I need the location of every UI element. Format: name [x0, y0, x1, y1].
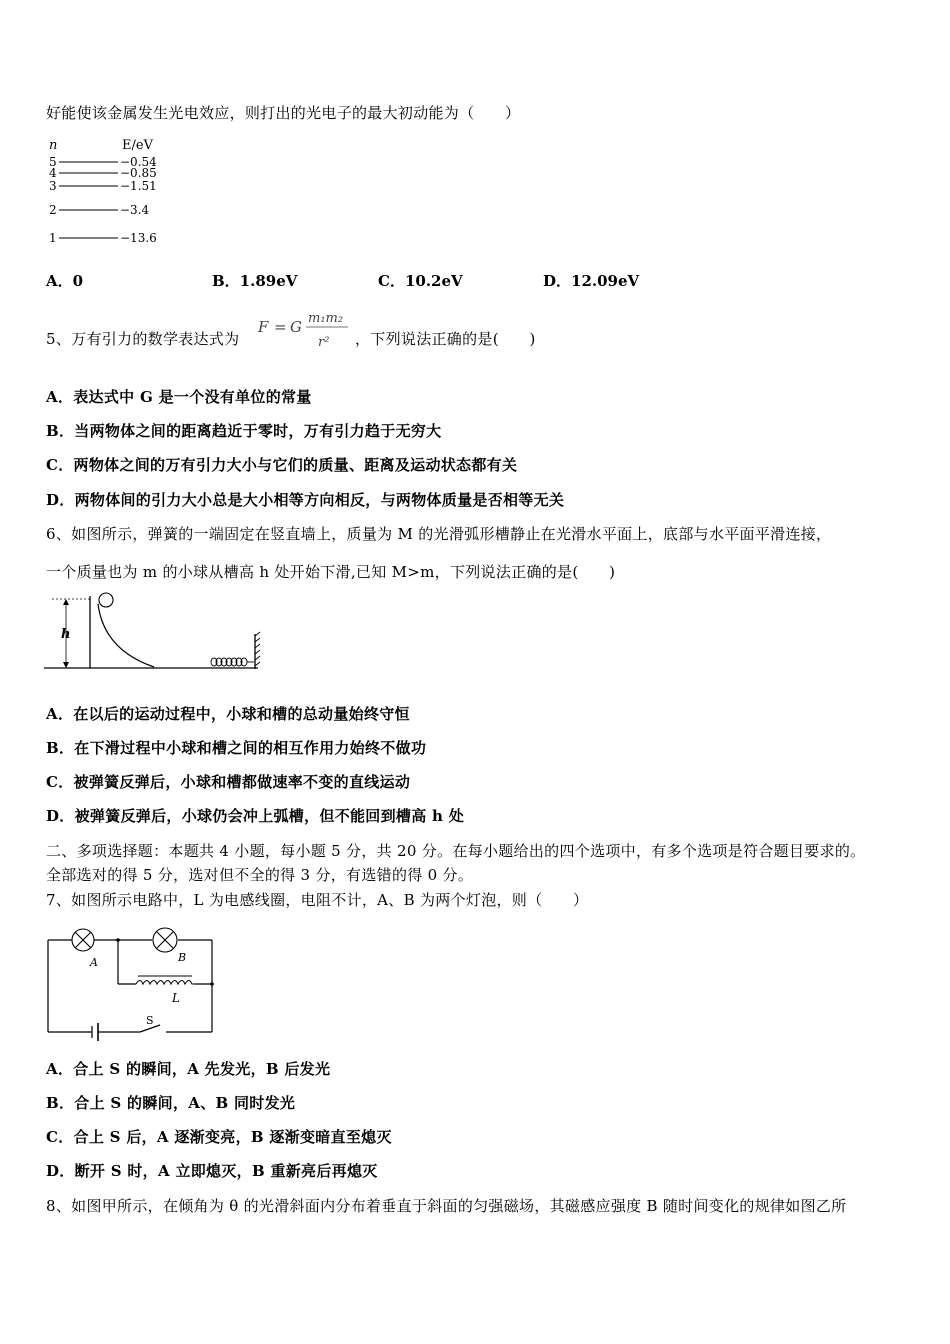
- label-l: L: [172, 991, 180, 1005]
- q7-option-a[interactable]: A．合上 S 的瞬间，A 先发光，B 后发光: [46, 1060, 331, 1078]
- svg-text:−0.85: −0.85: [120, 166, 157, 180]
- svg-text:r²: r²: [318, 335, 330, 350]
- height-label: h: [61, 627, 71, 642]
- q7-option-c[interactable]: C．合上 S 后，A 逐渐变亮，B 逐渐变暗直至熄灭: [46, 1128, 392, 1146]
- q6-option-d[interactable]: D．被弹簧反弹后，小球仍会冲上弧槽，但不能回到槽高 h 处: [46, 807, 465, 825]
- q5-option-d[interactable]: D．两物体间的引力大小总是大小相等方向相反，与两物体质量是否相等无关: [46, 491, 565, 509]
- bulb-a: [72, 929, 94, 951]
- gravitation-formula: [256, 308, 356, 352]
- label-s: S: [146, 1014, 154, 1027]
- q4-option-d[interactable]: D．12.09eV: [543, 272, 640, 290]
- bulb-b: [153, 928, 177, 952]
- q8-stem: 8、如图甲所示，在倾角为 θ 的光滑斜面内分布着垂直于斜面的匀强磁场，其磁感应强度 B 随时间变化的规律如图乙所: [46, 1197, 847, 1215]
- svg-text:3: 3: [49, 179, 57, 193]
- svg-text:−1.51: −1.51: [120, 179, 157, 193]
- level-header-n: n: [49, 138, 58, 153]
- q5-option-b[interactable]: B．当两物体之间的距离趋近于零时，万有引力趋于无穷大: [46, 422, 442, 440]
- q4-stem-tail: 好能使该金属发生光电效应，则打出的光电子的最大初动能为（ ）: [46, 104, 521, 122]
- slope-spring-diagram: [44, 590, 264, 672]
- level-3: [49, 179, 157, 193]
- svg-text:5: 5: [49, 155, 57, 169]
- level-2: [49, 203, 150, 217]
- spring: [211, 658, 254, 666]
- q4-option-b[interactable]: B．1.89eV: [212, 272, 298, 290]
- q5-stem-prefix: 5、万有引力的数学表达式为: [46, 330, 240, 348]
- q4-option-a[interactable]: A．0: [46, 272, 84, 290]
- q7-stem: 7、如图所示电路中，L 为电感线圈，电阻不计，A、B 为两个灯泡，则（ ）: [46, 891, 589, 909]
- q6-stem-line1: 6、如图所示，弹簧的一端固定在竖直墙上，质量为 M 的光滑弧形槽静止在光滑水平面上，底部与水平面平滑连接，: [46, 525, 832, 543]
- svg-text:4: 4: [49, 166, 57, 180]
- level-header-e: E/eV: [122, 138, 153, 153]
- wall-hatching: [255, 632, 260, 666]
- svg-text:−3.4: −3.4: [120, 203, 150, 217]
- q5-option-a[interactable]: A．表达式中 G 是一个没有单位的常量: [46, 388, 312, 406]
- energy-level-diagram: [46, 133, 166, 251]
- section2-line1: 二、多项选择题：本题共 4 小题，每小题 5 分，共 20 分。在每小题给出的四个选项中，有多个选项是符合题目要求的。: [46, 842, 866, 860]
- svg-text:−0.54: −0.54: [120, 155, 157, 169]
- svg-text:m₁m₂: m₁m₂: [308, 311, 344, 326]
- svg-text:−13.6: −13.6: [120, 231, 157, 245]
- section2-line2: 全部选对的得 5 分，选对但不全的得 3 分，有选错的得 0 分。: [46, 866, 474, 884]
- svg-text:F: F: [258, 318, 269, 336]
- level-4: [49, 166, 157, 180]
- arc-slot: [98, 604, 154, 667]
- q7-option-b[interactable]: B．合上 S 的瞬间，A、B 同时发光: [46, 1094, 296, 1112]
- level-1: [49, 231, 157, 245]
- inductor-circuit-diagram: [44, 924, 220, 1044]
- ball: [99, 593, 113, 607]
- svg-text:=: =: [274, 318, 287, 336]
- svg-text:2: 2: [49, 203, 57, 217]
- q5-option-c[interactable]: C．两物体之间的万有引力大小与它们的质量、距离及运动状态都有关: [46, 456, 518, 474]
- q4-option-c[interactable]: C．10.2eV: [378, 272, 463, 290]
- q6-option-b[interactable]: B．在下滑过程中小球和槽之间的相互作用力始终不做功: [46, 739, 427, 757]
- q6-option-c[interactable]: C．被弹簧反弹后，小球和槽都做速率不变的直线运动: [46, 773, 411, 791]
- q6-option-a[interactable]: A．在以后的运动过程中，小球和槽的总动量始终守恒: [46, 705, 410, 723]
- q6-stem-line2: 一个质量也为 m 的小球从槽高 h 处开始下滑,已知 M>m，下列说法正确的是( ): [46, 563, 616, 581]
- svg-text:1: 1: [49, 231, 57, 245]
- q7-option-d[interactable]: D．断开 S 时，A 立即熄灭，B 重新亮后再熄灭: [46, 1162, 378, 1180]
- label-a: A: [90, 956, 98, 969]
- label-b: B: [178, 951, 187, 964]
- q5-stem-suffix: ，下列说法正确的是( ): [355, 330, 536, 348]
- svg-text:G: G: [290, 318, 302, 336]
- inductor-coil: [136, 981, 193, 985]
